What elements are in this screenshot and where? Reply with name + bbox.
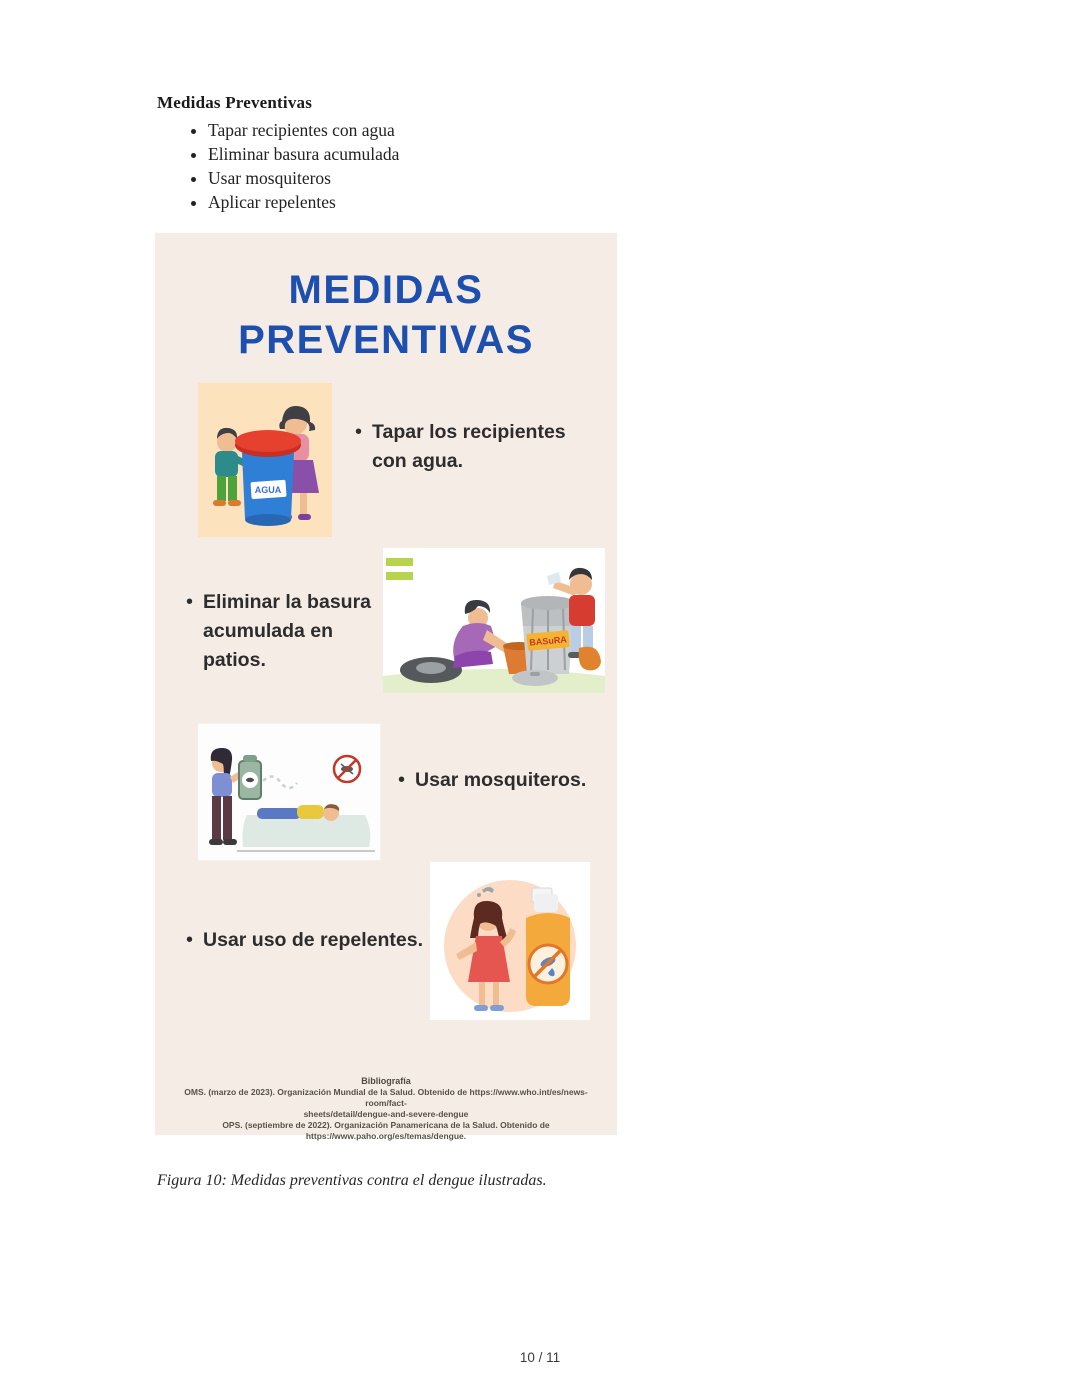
infographic-item-eliminar bbox=[186, 588, 386, 675]
water-barrel-label: AGUA bbox=[254, 485, 282, 495]
list-item bbox=[208, 142, 399, 166]
infographic-item-text: Usar mosquiteros. bbox=[415, 769, 587, 791]
preventive-measures-list bbox=[190, 118, 399, 214]
list-item-text: Aplicar repelentes bbox=[208, 192, 336, 212]
bibliography-line: sheets/detail/dengue-and-severe-dengue bbox=[303, 1109, 469, 1119]
infographic-item-text: Eliminar la basura acumulada en patios. bbox=[203, 591, 372, 671]
list-item bbox=[208, 118, 399, 142]
bibliography-line: https://www.paho.org/es/temas/dengue. bbox=[305, 1131, 467, 1141]
bibliography-line: OPS. (septiembre de 2022). Organización Panamericana de la Salud. Obtenido de bbox=[222, 1120, 550, 1130]
infographic-item-tapar bbox=[355, 418, 580, 476]
infographic-title-line2: PREVENTIVAS bbox=[238, 318, 534, 362]
section-heading: Medidas Preventivas bbox=[157, 93, 313, 112]
list-item-text: Usar mosquiteros bbox=[208, 168, 331, 188]
mosquito-coil-scene-icon bbox=[197, 723, 381, 861]
infographic-title-line1: MEDIDAS bbox=[288, 268, 484, 312]
water-barrel-scene-icon bbox=[198, 383, 332, 537]
figure-caption: Figura 10: Medidas preventivas contra el dengue ilustradas. bbox=[157, 1172, 547, 1189]
infographic-item-mosquiteros bbox=[398, 766, 608, 795]
list-item bbox=[208, 166, 399, 190]
list-item-text: Tapar recipientes con agua bbox=[208, 120, 395, 140]
infographic-item-text: Usar uso de repelentes. bbox=[203, 929, 424, 951]
trash-cleanup-scene-icon bbox=[383, 548, 605, 693]
infographic-title bbox=[155, 265, 617, 365]
list-item-text: Eliminar basura acumulada bbox=[208, 144, 400, 164]
page-number: 10 / 11 bbox=[519, 1350, 561, 1365]
use-mosquito-net-illustration bbox=[197, 723, 381, 861]
remove-trash-illustration bbox=[383, 548, 605, 693]
dengue-infographic bbox=[155, 233, 617, 1141]
infographic-item-repelentes bbox=[186, 926, 466, 955]
bibliography-title: Bibliografía bbox=[361, 1076, 411, 1086]
cover-water-container-illustration bbox=[198, 383, 332, 537]
bullet-icon: • bbox=[355, 421, 363, 443]
bibliography-line: OMS. (marzo de 2023). Organización Mundial de la Salud. Obtenido de https://www.who.int/es/news-room/fact- bbox=[184, 1087, 588, 1108]
list-item bbox=[208, 190, 399, 214]
bullet-icon: • bbox=[186, 591, 194, 613]
trash-can-label: BASuRA bbox=[528, 634, 568, 648]
infographic-item-text: Tapar los recipientes con agua. bbox=[372, 421, 566, 472]
bullet-icon: • bbox=[398, 769, 406, 791]
bullet-icon: • bbox=[186, 929, 194, 951]
bibliography bbox=[165, 1076, 607, 1142]
